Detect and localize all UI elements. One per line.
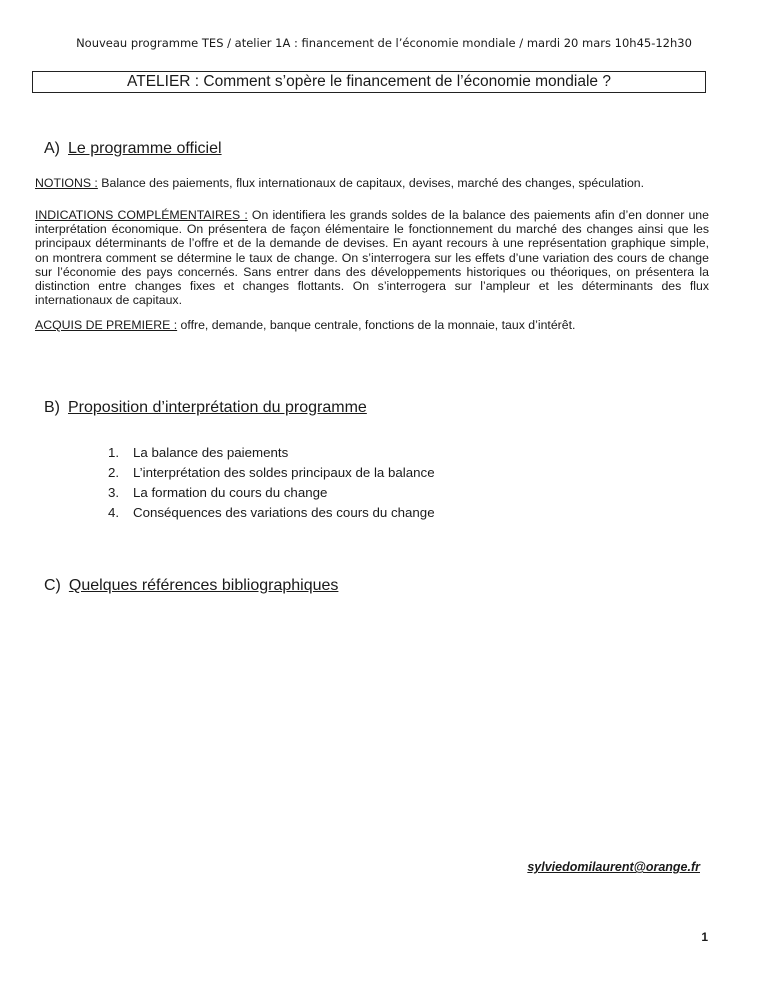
list-item-number: 4. bbox=[108, 505, 120, 520]
course-header: Nouveau programme TES / atelier 1A : financement de l’économie mondiale / mardi 20 mars 10h45-12h30 bbox=[76, 36, 692, 50]
author-email-link[interactable]: sylviedomilaurent@orange.fr bbox=[527, 860, 700, 874]
list-item bbox=[108, 443, 435, 463]
section-c-title: Quelques références bibliographiques bbox=[68, 577, 339, 594]
list-item-number: 2. bbox=[108, 465, 120, 480]
indications-label: INDICATIONS COMPLÉMENTAIRES : bbox=[35, 208, 248, 222]
list-item-number: 3. bbox=[108, 485, 120, 500]
page-number: 1 bbox=[701, 930, 708, 944]
list-item-text: La balance des paiements bbox=[133, 445, 289, 460]
section-a-title: Le programme officiel bbox=[68, 140, 222, 157]
acquis-text: offre, demande, banque centrale, fonctions de la monnaie, taux d’intérêt. bbox=[177, 318, 576, 332]
list-item-text: Conséquences des variations des cours du change bbox=[133, 505, 435, 520]
list-item bbox=[108, 503, 435, 523]
acquis-paragraph bbox=[35, 318, 709, 332]
section-a-heading bbox=[44, 139, 222, 159]
section-b-letter: B) bbox=[44, 399, 60, 416]
list-item-text: L’interprétation des soldes principaux de la balance bbox=[133, 465, 435, 480]
section-b-heading bbox=[44, 398, 367, 418]
section-c-heading bbox=[44, 576, 338, 596]
indications-paragraph bbox=[35, 208, 709, 307]
notions-text: Balance des paiements, flux internationaux de capitaux, devises, marché des changes, spéculation. bbox=[97, 176, 645, 190]
section-a-letter: A) bbox=[44, 140, 60, 157]
page-title: ATELIER : Comment s’opère le financement de l’économie mondiale ? bbox=[32, 71, 706, 93]
list-item bbox=[108, 483, 435, 503]
list-item-number: 1. bbox=[108, 445, 120, 460]
indications-text: On identifiera les grands soldes de la balance des paiements afin d’en donner une interprétation économique. On présentera de façon élémentaire le fonctionnement du marché des changes ainsi que les principaux déterminants de l’offre et de la demande de devises. En ayant recours à une représentation graphique simple, on montrera comment se détermine le taux de change. On s’interrogera sur les effets d’une variation des cours de change sur l’économie des pays concernés. Sans entrer dans des développements historiques ou théoriques, on présentera la distinction entre changes fixes et changes flottants. On s’interrogera sur l’ampleur et les déterminants des flux internationaux de capitaux. bbox=[35, 208, 709, 308]
acquis-label: ACQUIS DE PREMIERE : bbox=[35, 318, 178, 332]
section-c-letter: C) bbox=[44, 577, 61, 594]
list-item-text: La formation du cours du change bbox=[133, 485, 328, 500]
list-item bbox=[108, 463, 435, 483]
program-outline-list bbox=[108, 443, 435, 523]
section-b-title: Proposition d’interprétation du programme bbox=[68, 399, 367, 416]
notions-paragraph bbox=[35, 176, 709, 190]
notions-label: NOTIONS : bbox=[35, 176, 98, 190]
